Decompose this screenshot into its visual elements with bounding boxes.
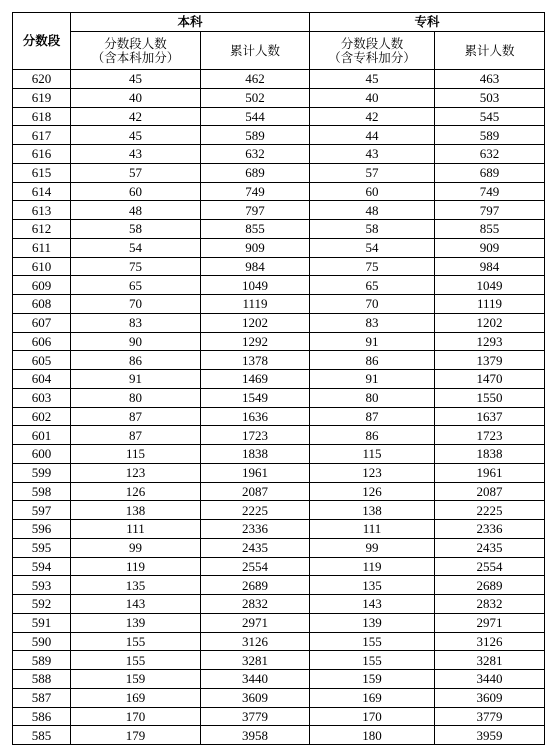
benke-count-header bbox=[71, 32, 201, 70]
benke-count-cell: 43 bbox=[71, 145, 201, 164]
benke-cumulative-header: 累计人数 bbox=[201, 32, 310, 70]
zhuanke-cumulative-cell: 503 bbox=[435, 88, 545, 107]
zhuanke-cumulative-cell: 797 bbox=[435, 201, 545, 220]
score-cell: 619 bbox=[13, 88, 71, 107]
table-header bbox=[13, 13, 545, 70]
score-cell: 592 bbox=[13, 595, 71, 614]
score-cell: 601 bbox=[13, 426, 71, 445]
table-row bbox=[13, 182, 545, 201]
benke-count-cell: 60 bbox=[71, 182, 201, 201]
benke-count-cell: 99 bbox=[71, 538, 201, 557]
table-row bbox=[13, 557, 545, 576]
zhuanke-count-cell: 57 bbox=[310, 163, 435, 182]
zhuanke-count-cell: 135 bbox=[310, 576, 435, 595]
score-cell: 618 bbox=[13, 107, 71, 126]
benke-count-cell: 111 bbox=[71, 520, 201, 539]
benke-cumulative-cell: 502 bbox=[201, 88, 310, 107]
zhuanke-count-cell: 155 bbox=[310, 651, 435, 670]
score-cell: 616 bbox=[13, 145, 71, 164]
score-cell: 610 bbox=[13, 257, 71, 276]
zhuanke-cumulative-cell: 463 bbox=[435, 70, 545, 89]
benke-count-cell: 86 bbox=[71, 351, 201, 370]
score-cell: 608 bbox=[13, 295, 71, 314]
benke-count-cell: 119 bbox=[71, 557, 201, 576]
benke-count-cell: 42 bbox=[71, 107, 201, 126]
benke-cumulative-cell: 3281 bbox=[201, 651, 310, 670]
table-row bbox=[13, 201, 545, 220]
benke-cumulative-cell: 1119 bbox=[201, 295, 310, 314]
benke-cumulative-cell: 589 bbox=[201, 126, 310, 145]
benke-cumulative-cell: 3440 bbox=[201, 670, 310, 689]
zhuanke-cumulative-cell: 545 bbox=[435, 107, 545, 126]
benke-count-cell: 90 bbox=[71, 332, 201, 351]
zhuanke-cumulative-cell: 1202 bbox=[435, 313, 545, 332]
zhuanke-cumulative-cell: 984 bbox=[435, 257, 545, 276]
table-row bbox=[13, 445, 545, 464]
table-row bbox=[13, 482, 545, 501]
score-cell: 586 bbox=[13, 707, 71, 726]
benke-cumulative-cell: 3126 bbox=[201, 632, 310, 651]
benke-count-cell: 139 bbox=[71, 613, 201, 632]
score-cell: 604 bbox=[13, 370, 71, 389]
header-row-2 bbox=[13, 32, 545, 70]
table-row bbox=[13, 163, 545, 182]
table-row bbox=[13, 726, 545, 745]
benke-group-header: 本科 bbox=[71, 13, 310, 32]
zhuanke-cumulative-cell: 1723 bbox=[435, 426, 545, 445]
benke-cumulative-cell: 855 bbox=[201, 220, 310, 239]
benke-cumulative-cell: 1378 bbox=[201, 351, 310, 370]
benke-count-cell: 40 bbox=[71, 88, 201, 107]
benke-count-cell: 45 bbox=[71, 126, 201, 145]
score-cell: 607 bbox=[13, 313, 71, 332]
zhuanke-count-cell: 111 bbox=[310, 520, 435, 539]
score-cell: 597 bbox=[13, 501, 71, 520]
zhuanke-count-cell: 86 bbox=[310, 351, 435, 370]
zhuanke-cumulative-cell: 2971 bbox=[435, 613, 545, 632]
zhuanke-count-cell: 115 bbox=[310, 445, 435, 464]
score-cell: 615 bbox=[13, 163, 71, 182]
zhuanke-cumulative-cell: 855 bbox=[435, 220, 545, 239]
table-row bbox=[13, 613, 545, 632]
benke-cumulative-cell: 2435 bbox=[201, 538, 310, 557]
zhuanke-group-header: 专科 bbox=[310, 13, 545, 32]
score-cell: 611 bbox=[13, 238, 71, 257]
score-cell: 588 bbox=[13, 670, 71, 689]
zhuanke-count-cell: 119 bbox=[310, 557, 435, 576]
zhuanke-cumulative-cell: 3779 bbox=[435, 707, 545, 726]
benke-count-cell: 91 bbox=[71, 370, 201, 389]
benke-cumulative-cell: 749 bbox=[201, 182, 310, 201]
score-cell: 590 bbox=[13, 632, 71, 651]
benke-count-cell: 123 bbox=[71, 463, 201, 482]
benke-cumulative-cell: 1636 bbox=[201, 407, 310, 426]
score-cell: 613 bbox=[13, 201, 71, 220]
benke-count-header-line1: 分数段人数 bbox=[104, 35, 167, 51]
benke-count-cell: 80 bbox=[71, 388, 201, 407]
benke-cumulative-cell: 2225 bbox=[201, 501, 310, 520]
table-row bbox=[13, 107, 545, 126]
benke-count-cell: 75 bbox=[71, 257, 201, 276]
zhuanke-count-cell: 75 bbox=[310, 257, 435, 276]
benke-cumulative-cell: 1549 bbox=[201, 388, 310, 407]
score-cell: 605 bbox=[13, 351, 71, 370]
benke-cumulative-cell: 3609 bbox=[201, 688, 310, 707]
score-cell: 606 bbox=[13, 332, 71, 351]
benke-count-cell: 48 bbox=[71, 201, 201, 220]
table-row bbox=[13, 276, 545, 295]
table-row bbox=[13, 651, 545, 670]
score-distribution-table bbox=[12, 12, 545, 745]
benke-count-cell: 65 bbox=[71, 276, 201, 295]
zhuanke-count-cell: 65 bbox=[310, 276, 435, 295]
zhuanke-count-cell: 48 bbox=[310, 201, 435, 220]
benke-count-cell: 45 bbox=[71, 70, 201, 89]
score-cell: 596 bbox=[13, 520, 71, 539]
zhuanke-count-cell: 138 bbox=[310, 501, 435, 520]
score-cell: 595 bbox=[13, 538, 71, 557]
benke-count-cell: 58 bbox=[71, 220, 201, 239]
benke-count-cell: 54 bbox=[71, 238, 201, 257]
zhuanke-count-cell: 86 bbox=[310, 426, 435, 445]
benke-count-cell: 83 bbox=[71, 313, 201, 332]
table-row bbox=[13, 351, 545, 370]
zhuanke-cumulative-cell: 2554 bbox=[435, 557, 545, 576]
table-row bbox=[13, 370, 545, 389]
zhuanke-count-cell: 159 bbox=[310, 670, 435, 689]
table-row bbox=[13, 145, 545, 164]
zhuanke-cumulative-cell: 3440 bbox=[435, 670, 545, 689]
table-row bbox=[13, 426, 545, 445]
zhuanke-count-header-line1: 分数段人数 bbox=[340, 35, 404, 51]
benke-cumulative-cell: 3958 bbox=[201, 726, 310, 745]
score-cell: 620 bbox=[13, 70, 71, 89]
zhuanke-cumulative-cell: 749 bbox=[435, 182, 545, 201]
zhuanke-cumulative-cell: 1838 bbox=[435, 445, 545, 464]
zhuanke-count-cell: 45 bbox=[310, 70, 435, 89]
benke-cumulative-cell: 1723 bbox=[201, 426, 310, 445]
score-cell: 609 bbox=[13, 276, 71, 295]
benke-cumulative-cell: 1292 bbox=[201, 332, 310, 351]
zhuanke-cumulative-cell: 1049 bbox=[435, 276, 545, 295]
zhuanke-count-cell: 155 bbox=[310, 632, 435, 651]
score-cell: 589 bbox=[13, 651, 71, 670]
zhuanke-count-header bbox=[310, 32, 435, 70]
zhuanke-count-cell: 91 bbox=[310, 370, 435, 389]
zhuanke-cumulative-cell: 1550 bbox=[435, 388, 545, 407]
zhuanke-cumulative-cell: 1470 bbox=[435, 370, 545, 389]
benke-cumulative-cell: 1469 bbox=[201, 370, 310, 389]
table-row bbox=[13, 407, 545, 426]
benke-count-cell: 135 bbox=[71, 576, 201, 595]
score-cell: 587 bbox=[13, 688, 71, 707]
benke-cumulative-cell: 2689 bbox=[201, 576, 310, 595]
zhuanke-cumulative-cell: 3609 bbox=[435, 688, 545, 707]
zhuanke-cumulative-cell: 1293 bbox=[435, 332, 545, 351]
table-row bbox=[13, 538, 545, 557]
table-row bbox=[13, 70, 545, 89]
benke-count-cell: 115 bbox=[71, 445, 201, 464]
zhuanke-cumulative-cell: 632 bbox=[435, 145, 545, 164]
table-row bbox=[13, 220, 545, 239]
zhuanke-count-cell: 58 bbox=[310, 220, 435, 239]
table-row bbox=[13, 388, 545, 407]
table-row bbox=[13, 313, 545, 332]
zhuanke-cumulative-cell: 3281 bbox=[435, 651, 545, 670]
benke-cumulative-cell: 797 bbox=[201, 201, 310, 220]
table-row bbox=[13, 463, 545, 482]
benke-cumulative-cell: 3779 bbox=[201, 707, 310, 726]
score-cell: 593 bbox=[13, 576, 71, 595]
benke-cumulative-cell: 689 bbox=[201, 163, 310, 182]
benke-count-cell: 155 bbox=[71, 632, 201, 651]
benke-cumulative-cell: 544 bbox=[201, 107, 310, 126]
benke-count-cell: 169 bbox=[71, 688, 201, 707]
header-row-1 bbox=[13, 13, 545, 32]
table-row bbox=[13, 632, 545, 651]
benke-count-cell: 138 bbox=[71, 501, 201, 520]
benke-count-cell: 57 bbox=[71, 163, 201, 182]
zhuanke-cumulative-cell: 2225 bbox=[435, 501, 545, 520]
zhuanke-count-cell: 123 bbox=[310, 463, 435, 482]
benke-count-cell: 126 bbox=[71, 482, 201, 501]
benke-count-cell: 87 bbox=[71, 407, 201, 426]
zhuanke-count-cell: 91 bbox=[310, 332, 435, 351]
benke-count-cell: 159 bbox=[71, 670, 201, 689]
zhuanke-count-cell: 180 bbox=[310, 726, 435, 745]
benke-count-cell: 87 bbox=[71, 426, 201, 445]
benke-cumulative-cell: 2971 bbox=[201, 613, 310, 632]
zhuanke-cumulative-cell: 909 bbox=[435, 238, 545, 257]
score-cell: 603 bbox=[13, 388, 71, 407]
zhuanke-count-cell: 170 bbox=[310, 707, 435, 726]
score-cell: 602 bbox=[13, 407, 71, 426]
zhuanke-cumulative-cell: 2336 bbox=[435, 520, 545, 539]
zhuanke-cumulative-cell: 1119 bbox=[435, 295, 545, 314]
zhuanke-cumulative-cell: 2689 bbox=[435, 576, 545, 595]
zhuanke-count-cell: 42 bbox=[310, 107, 435, 126]
zhuanke-count-cell: 83 bbox=[310, 313, 435, 332]
table-row bbox=[13, 688, 545, 707]
benke-count-cell: 70 bbox=[71, 295, 201, 314]
zhuanke-cumulative-cell: 3126 bbox=[435, 632, 545, 651]
benke-cumulative-cell: 1202 bbox=[201, 313, 310, 332]
score-cell: 614 bbox=[13, 182, 71, 201]
score-cell: 598 bbox=[13, 482, 71, 501]
table-row bbox=[13, 88, 545, 107]
zhuanke-count-cell: 87 bbox=[310, 407, 435, 426]
zhuanke-count-cell: 139 bbox=[310, 613, 435, 632]
zhuanke-count-header-line2: （含专科加分） bbox=[328, 49, 416, 65]
table-body bbox=[13, 70, 545, 745]
benke-cumulative-cell: 632 bbox=[201, 145, 310, 164]
benke-cumulative-cell: 462 bbox=[201, 70, 310, 89]
table-row bbox=[13, 520, 545, 539]
benke-cumulative-cell: 1049 bbox=[201, 276, 310, 295]
table-row bbox=[13, 707, 545, 726]
zhuanke-cumulative-cell: 2087 bbox=[435, 482, 545, 501]
benke-cumulative-cell: 1961 bbox=[201, 463, 310, 482]
score-cell: 600 bbox=[13, 445, 71, 464]
zhuanke-count-cell: 54 bbox=[310, 238, 435, 257]
benke-count-cell: 170 bbox=[71, 707, 201, 726]
benke-cumulative-cell: 984 bbox=[201, 257, 310, 276]
benke-cumulative-cell: 2832 bbox=[201, 595, 310, 614]
zhuanke-count-cell: 44 bbox=[310, 126, 435, 145]
score-cell: 612 bbox=[13, 220, 71, 239]
benke-count-cell: 179 bbox=[71, 726, 201, 745]
zhuanke-count-cell: 143 bbox=[310, 595, 435, 614]
benke-count-cell: 143 bbox=[71, 595, 201, 614]
score-cell: 599 bbox=[13, 463, 71, 482]
benke-cumulative-cell: 1838 bbox=[201, 445, 310, 464]
zhuanke-cumulative-cell: 2435 bbox=[435, 538, 545, 557]
score-column-header: 分数段 bbox=[13, 13, 71, 70]
benke-cumulative-cell: 2336 bbox=[201, 520, 310, 539]
zhuanke-cumulative-cell: 1961 bbox=[435, 463, 545, 482]
zhuanke-cumulative-cell: 689 bbox=[435, 163, 545, 182]
score-cell: 617 bbox=[13, 126, 71, 145]
table-row bbox=[13, 501, 545, 520]
table-row bbox=[13, 576, 545, 595]
table-row bbox=[13, 670, 545, 689]
zhuanke-count-cell: 70 bbox=[310, 295, 435, 314]
zhuanke-count-cell: 126 bbox=[310, 482, 435, 501]
zhuanke-cumulative-cell: 3959 bbox=[435, 726, 545, 745]
table-row bbox=[13, 295, 545, 314]
zhuanke-count-cell: 169 bbox=[310, 688, 435, 707]
zhuanke-cumulative-cell: 589 bbox=[435, 126, 545, 145]
table-row bbox=[13, 126, 545, 145]
zhuanke-cumulative-cell: 2832 bbox=[435, 595, 545, 614]
zhuanke-count-cell: 99 bbox=[310, 538, 435, 557]
zhuanke-count-cell: 40 bbox=[310, 88, 435, 107]
table-row bbox=[13, 595, 545, 614]
benke-cumulative-cell: 2087 bbox=[201, 482, 310, 501]
score-cell: 585 bbox=[13, 726, 71, 745]
zhuanke-cumulative-cell: 1379 bbox=[435, 351, 545, 370]
zhuanke-count-cell: 80 bbox=[310, 388, 435, 407]
table-row bbox=[13, 238, 545, 257]
zhuanke-cumulative-cell: 1637 bbox=[435, 407, 545, 426]
table-row bbox=[13, 332, 545, 351]
score-cell: 594 bbox=[13, 557, 71, 576]
benke-cumulative-cell: 2554 bbox=[201, 557, 310, 576]
score-cell: 591 bbox=[13, 613, 71, 632]
benke-cumulative-cell: 909 bbox=[201, 238, 310, 257]
zhuanke-count-cell: 43 bbox=[310, 145, 435, 164]
benke-count-cell: 155 bbox=[71, 651, 201, 670]
zhuanke-cumulative-header: 累计人数 bbox=[435, 32, 545, 70]
table-row bbox=[13, 257, 545, 276]
benke-count-header-line2: （含本科加分） bbox=[91, 49, 180, 65]
zhuanke-count-cell: 60 bbox=[310, 182, 435, 201]
